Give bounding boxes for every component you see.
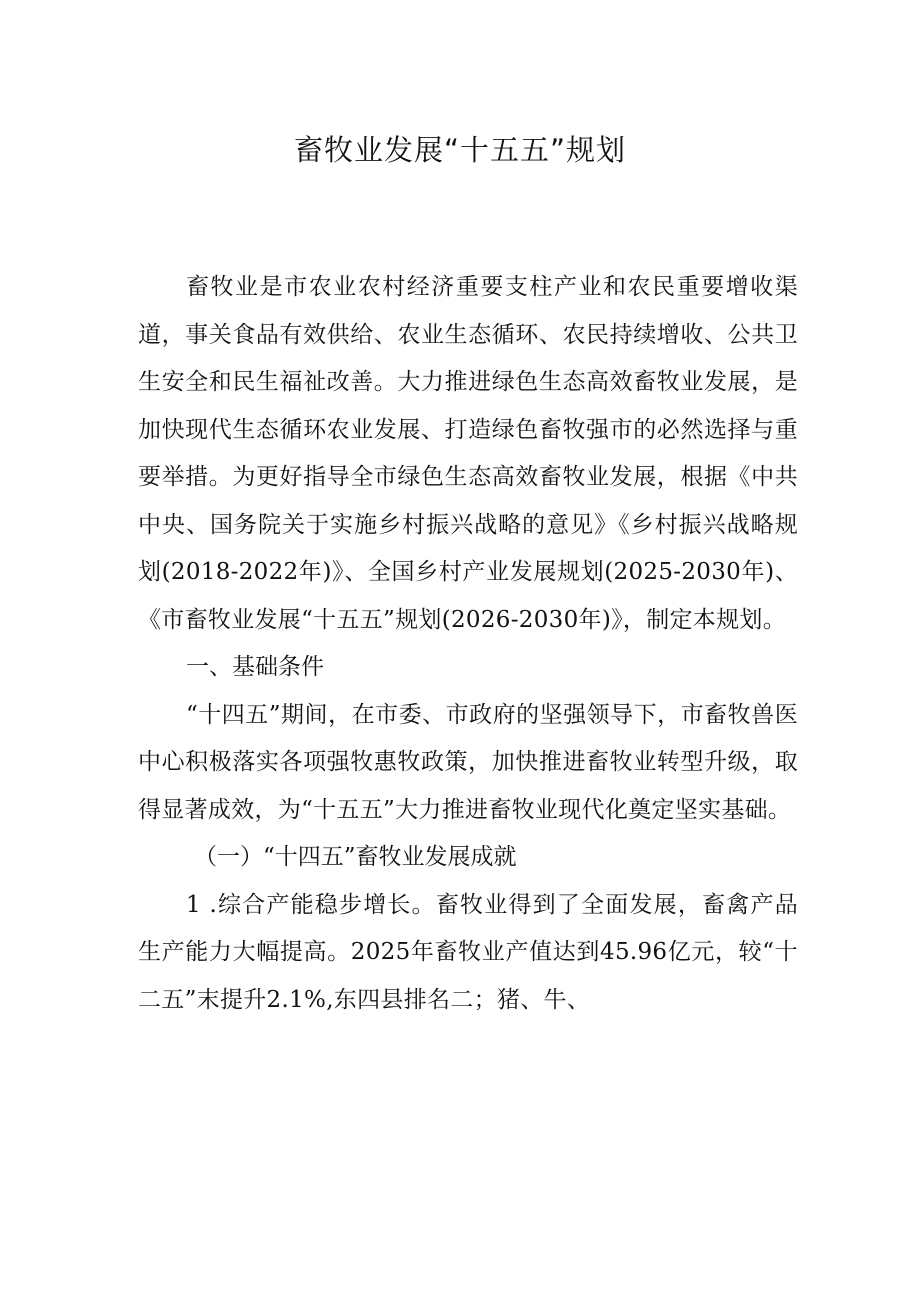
intro-paragraph: 畜牧业是市农业农村经济重要支柱产业和农民重要增收渠道，事关食品有效供给、农业生态循环、农民持续增收、公共卫生安全和民生福祉改善。大力推进绿色生态高效畜牧业发展，是加快现代生态循环农业发展、打造绿色畜牧强市的必然选择与重要举措。为更好指导全市绿色生态高效畜牧业发展，根据《中共中央、国务院关于实施乡村振兴战略的意见》《乡村振兴战略规划(2018-2022年)》、全国乡村产业发展规划(2025-2030年)、《市畜牧业发展“十五五”规划(2026-2030年)》，制定本规划。	[138, 274, 798, 633]
section-heading-basic-conditions: 一、基础条件	[186, 654, 324, 680]
subsection-heading-achievements: （一）“十四五”畜牧业发展成就	[194, 844, 517, 870]
item-paragraph-capacity: 1 .综合产能稳步增长。畜牧业得到了全面发展，畜禽产品生产能力大幅提高。2025年畜牧业产值达到45.96亿元，较“十二五”末提升2.1%,东四县排名二；猪、牛、	[138, 891, 798, 1013]
document-body	[138, 264, 798, 1024]
section-paragraph: “十四五”期间，在市委、市政府的坚强领导下，市畜牧兽医中心积极落实各项强牧惠牧政策，加快推进畜牧业转型升级，取得显著成效，为“十五五”大力推进畜牧业现代化奠定坚实基础。	[138, 701, 798, 823]
document-title: 畜牧业发展“十五五”规划	[293, 133, 627, 167]
